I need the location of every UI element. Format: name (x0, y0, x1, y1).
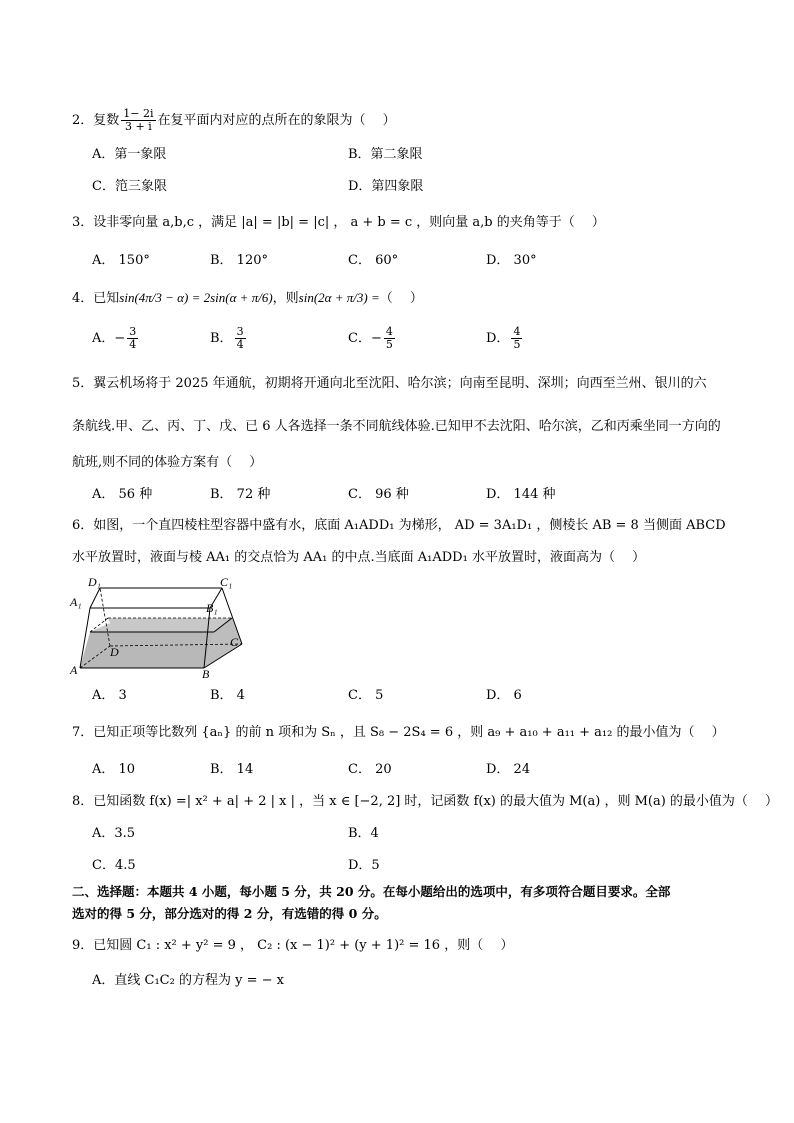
q4-option-c (348, 326, 397, 351)
q6-option-a: A． 3 (92, 688, 127, 703)
q3-option-a: A． 150° (92, 253, 150, 268)
label-c: C (230, 635, 239, 649)
q4-option-b-denominator: 4 (236, 338, 244, 351)
q4-equation-given: sin(4π/3 − α) = 2sin(α + π/6) (119, 290, 273, 305)
label-b: B (202, 667, 210, 681)
question-5-line-1: 5．翼云机场将于 2025 年通航，初期将开通向北至沈阳、哈尔滨；向南至昆明、深圳；向西至兰州、银川的六 (72, 376, 707, 391)
q7-option-b: B． 14 (210, 762, 254, 777)
q4-option-a-denominator: 4 (129, 338, 137, 351)
water-volume (90, 618, 232, 632)
label-d1: D₁ (88, 575, 101, 589)
q2-fraction (121, 108, 155, 133)
question-5-line-3: 航班,则不同的体验方案有（ ） (72, 455, 263, 470)
label-c1: C₁ (220, 575, 233, 589)
q2-fraction-numerator: 1− 2i (123, 107, 154, 120)
q4-option-a-numerator: 3 (129, 325, 137, 338)
q4-option-d-label: D． (486, 331, 510, 346)
q4-option-d-numerator: 4 (513, 325, 521, 338)
question-9: 9．已知圆 C₁ : x² + y² = 9 ， C₂ : (x − 1)² + (y + 1)² = 16 ，则（ ） (72, 938, 514, 953)
q4-option-d (486, 326, 524, 351)
q7-option-d: D． 24 (486, 762, 531, 777)
q8-option-d: D．5 (348, 858, 380, 873)
q4-option-c-denominator: 5 (385, 338, 393, 351)
question-8: 8．已知函数 f(x) =| x² + a| + 2 | x | ，当 x ∈ [−2, 2] 时，记函数 f(x) 的最大值为 M(a) ，则 M(a) 的最小值为（ ） (72, 794, 779, 809)
q2-option-d: D．第四象限 (348, 179, 424, 194)
edge-a1-d1 (90, 588, 100, 608)
q4-prefix: 4．已知 (72, 291, 120, 306)
q2-option-c: C．笵三象限 (92, 179, 167, 194)
q4-middle: ，则 (272, 291, 299, 306)
q5-option-a: A． 56 种 (92, 487, 153, 502)
question-6-line-1: 6．如图，一个直四棱柱型容器中盛有水，底面 A₁ADD₁ 为梯形， AD = 3A₁D₁ ，侧棱长 AB = 8 当侧面 ABCD (72, 518, 726, 533)
q4-option-a-label: A． (92, 331, 115, 346)
q2-fraction-denominator: 3 + i (125, 120, 152, 133)
q6-option-d: D． 6 (486, 688, 522, 703)
q4-option-c-label: C． (348, 331, 371, 346)
q8-option-a: A．3.5 (92, 826, 136, 841)
question-3: 3．设非零向量 a,b,c ，满足 |a| = |b| = |c| ， a + b = c ，则向量 a,b 的夹角等于（ ） (72, 215, 605, 230)
question-4 (72, 290, 423, 307)
q3-option-b: B． 120° (210, 253, 268, 268)
q4-option-d-fraction (511, 326, 522, 351)
q6-option-c: C． 5 (348, 688, 384, 703)
question-5-line-2: 条航线.甲、乙、丙、丁、戊、已 6 人各选择一条不同航线体验.已知甲不去沈阳、哈尔滨，乙和丙乘坐同一方向的 (72, 419, 721, 434)
q3-option-c: C． 60° (348, 253, 399, 268)
label-b1: B₁ (206, 601, 218, 615)
q4-suffix: （ ） (379, 291, 423, 306)
q4-equation-target: sin(2α + π/3) = (298, 290, 380, 305)
q4-option-c-numerator: 4 (385, 325, 393, 338)
q4-option-b (210, 326, 248, 351)
q4-option-a-fraction (127, 326, 138, 351)
q4-option-c-sign: − (370, 331, 382, 346)
q4-option-b-label: B． (210, 331, 233, 346)
q7-option-c: C． 20 (348, 762, 392, 777)
q6-option-b: B． 4 (210, 688, 245, 703)
q4-option-a-sign: − (114, 331, 126, 346)
question-2 (72, 108, 396, 133)
section-2-heading-line-2: 选对的得 5 分，部分选对的得 2 分，有选错的得 0 分。 (72, 906, 387, 921)
q7-option-a: A． 10 (92, 762, 136, 777)
label-a1: A₁ (70, 595, 82, 609)
q8-option-c: C．4.5 (92, 858, 136, 873)
question-7: 7．已知正项等比数列 {aₙ} 的前 n 项和为 Sₙ ，且 S₈ − 2S₄ = 6 ，则 a₉ + a₁₀ + a₁₁ + a₁₂ 的最小值为（ ） (72, 725, 725, 740)
q5-option-c: C． 96 种 (348, 487, 409, 502)
q9-option-a: A．直线 C₁C₂ 的方程为 y = − x (92, 973, 284, 988)
q2-option-b: B．第二象限 (348, 147, 423, 162)
label-a: A (70, 663, 78, 677)
q5-option-b: B． 72 种 (210, 487, 271, 502)
q4-option-d-denominator: 5 (513, 338, 521, 351)
q4-option-b-numerator: 3 (236, 325, 244, 338)
q4-option-a (92, 326, 140, 351)
q2-suffix: 在复平面内对应的点所在的象限为（ ） (157, 113, 396, 128)
water-front (80, 632, 214, 668)
q4-option-c-fraction (384, 326, 395, 351)
label-d: D (110, 645, 119, 659)
q5-option-d: D． 144 种 (486, 487, 556, 502)
q8-option-b: B．4 (348, 826, 379, 841)
q2-prefix: 2．复数 (72, 113, 120, 128)
question-6-line-2: 水平放置时，液面与棱 AA₁ 的交点恰为 AA₁ 的中点.当底面 A₁ADD₁ 水平放置时，液面高为（ ） (72, 550, 646, 565)
q3-option-d: D． 30° (486, 253, 537, 268)
q4-option-b-fraction (235, 326, 246, 351)
prism-figure (66, 572, 256, 682)
q2-option-a: A．第一象限 (92, 147, 167, 162)
section-2-heading-line-1: 二、选择题：本题共 4 小题，每小题 5 分，共 20 分。在每小题给出的选项中，有多项符合题目要求。全部 (72, 884, 671, 899)
